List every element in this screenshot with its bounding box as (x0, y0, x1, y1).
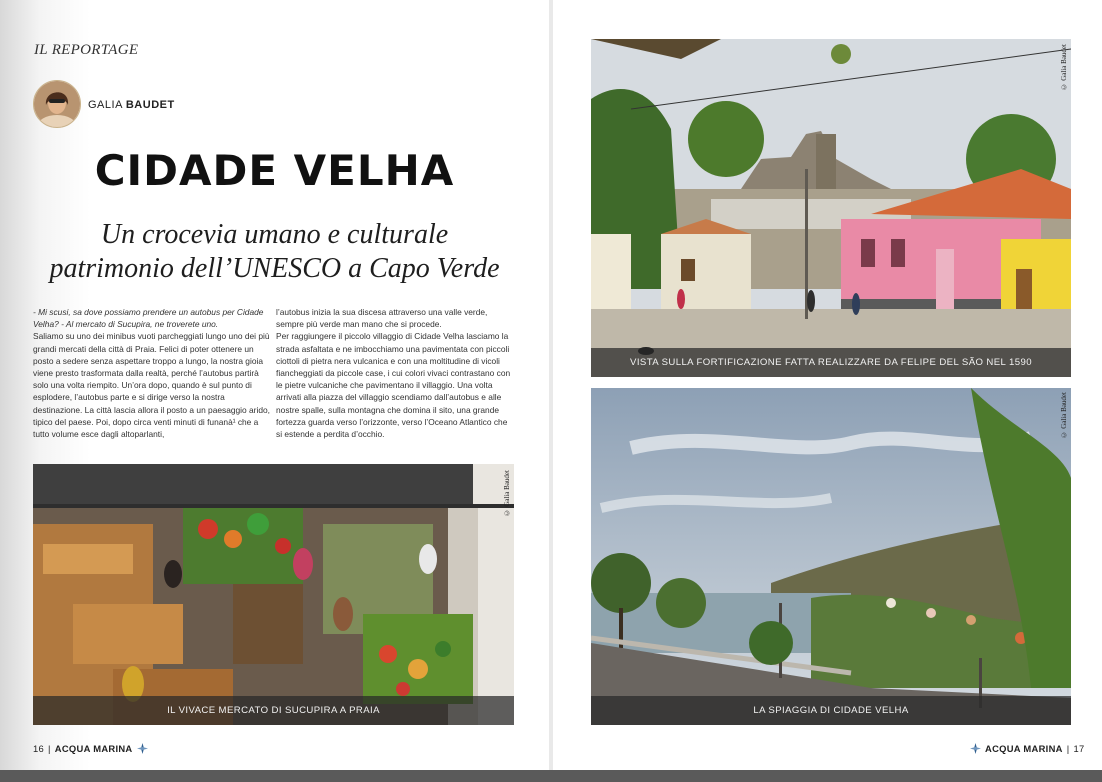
fortification-photo-credit: © Galia Baudet (1060, 44, 1068, 91)
text-column-1 (33, 306, 271, 440)
page-number-left: 16 (33, 743, 45, 754)
article-title: CIDADE VELHA (94, 146, 455, 195)
magazine-name-right: ACQUA MARINA (985, 743, 1063, 754)
beach-photo (591, 388, 1071, 725)
opening-quote: - Mi scusi, sa dove possiamo prendere un autobus per Cidade Velha? - Al mercato di Sucupira, ne troverete uno. (33, 307, 264, 330)
beach-photo-caption: LA SPIAGGIA DI CIDADE VELHA (591, 696, 1071, 725)
market-photo (33, 464, 514, 725)
left-folio (33, 743, 148, 754)
left-page (0, 0, 549, 770)
compass-logo-icon (970, 743, 981, 754)
right-folio (970, 743, 1085, 754)
right-page (553, 0, 1102, 770)
subtitle-line-2: patrimonio dell’UNESCO a Capo Verde (49, 253, 500, 284)
folio-separator-right: | (1066, 743, 1070, 754)
folio-separator-left: | (48, 743, 51, 754)
market-photo-caption: IL VIVACE MERCATO DI SUCUPIRA A PRAIA (33, 696, 514, 725)
fortification-photo-caption: VISTA SULLA FORTIFICAZIONE FATTA REALIZZARE DA FELIPE DEL SÃO NEL 1590 (591, 348, 1071, 377)
compass-logo-icon (137, 743, 148, 754)
market-photo-credit: © Galia Baudet (503, 470, 511, 517)
text-column-2 (276, 306, 514, 440)
column-2-body-2: Per raggiungere il piccolo villaggio di Cidade Velha lasciamo la strada asfaltata e ne imbocchiamo una pavimentata con piccoli ciottoli di pietra nera vulcanica e con una moltitudine di vicoli fiancheggiati da piccole case, i cui colori vivaci contrastano con le pietre vulcaniche che pavimentano il villaggio. Una volta arrivati alla piazza del villaggio scendiamo dall’autobus e alle nostre spalle, sulla montagna che domina il sito, una grande fortezza guarda verso l’orizzonte, verso l’Oceano Atlantico che si estende a perdita d’occhio. (276, 331, 511, 440)
beach-photo-credit: © Galia Baudet (1060, 392, 1068, 439)
page-number-right: 17 (1073, 743, 1085, 754)
fortification-photo (591, 39, 1071, 377)
author-name: GALIA BAUDET (88, 99, 175, 111)
author-avatar (33, 80, 81, 128)
subtitle-line-1: Un crocevia umano e culturale (100, 219, 449, 250)
article-subtitle (0, 218, 549, 286)
section-label: IL REPORTAGE (34, 42, 139, 58)
column-2-body-1: l’autobus inizia la sua discesa attraverso una valle verde, sempre più verde man mano che si procede. (276, 307, 488, 330)
column-1-body: Saliamo su uno dei minibus vuoti parcheggiati lungo uno dei più grandi mercati della città di Praia. Felici di poter ottenere un posto a sedere senza aspettare troppo a lungo, la nostra gioia viene presto trasformata dalla realtà, perché l’autobus partirà solo una volta riempito. Un’ora dopo, quando è sul punto di esplodere, l’autobus parte e si dirige verso la nostra destinazione. La città lascia allora il posto a un paesaggio arido, tipico del paese. Poi, dopo circa venti minuti di funanà¹ che a tutto volume esce dagli altoparlanti, (33, 331, 270, 440)
magazine-name-left: ACQUA MARINA (54, 743, 133, 754)
